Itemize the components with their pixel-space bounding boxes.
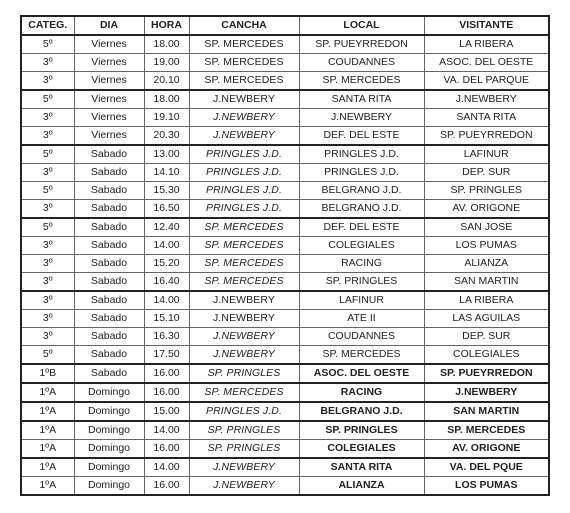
categ-cell: 5º <box>21 35 74 54</box>
hora-cell: 19.00 <box>144 54 189 72</box>
hora-cell: 14.00 <box>144 291 189 310</box>
hora-cell: 14.00 <box>144 237 189 255</box>
categ-cell: 3º <box>21 109 74 127</box>
local-cell: SP. PUEYRREDON <box>299 35 424 54</box>
dia-cell: Domingo <box>74 477 144 496</box>
categ-cell: 1ºB <box>21 364 74 383</box>
categ-cell: 3º <box>21 328 74 346</box>
cancha-cell: SP. MERCEDES <box>189 383 299 402</box>
local-cell: COUDANNES <box>299 54 424 72</box>
visitante-cell: AV. ORIGONE <box>424 440 549 459</box>
cancha-cell: PRINGLES J.D. <box>189 164 299 182</box>
cancha-cell: SP. PRINGLES <box>189 421 299 440</box>
cancha-cell: J.NEWBERY <box>189 109 299 127</box>
cancha-cell: SP. MERCEDES <box>189 237 299 255</box>
table-row <box>21 127 549 146</box>
hora-cell: 16.00 <box>144 383 189 402</box>
cancha-cell: J.NEWBERY <box>189 127 299 146</box>
local-cell: SP. PRINGLES <box>299 273 424 292</box>
table-row <box>21 383 549 402</box>
categ-cell: 3º <box>21 127 74 146</box>
hora-cell: 19.10 <box>144 109 189 127</box>
table-row <box>21 458 549 477</box>
hora-cell: 20.10 <box>144 72 189 91</box>
table-row <box>21 477 549 496</box>
hora-cell: 14.00 <box>144 458 189 477</box>
dia-cell: Sabado <box>74 291 144 310</box>
table-row <box>21 90 549 109</box>
dia-cell: Domingo <box>74 421 144 440</box>
dia-cell: Sabado <box>74 164 144 182</box>
hora-cell: 18.00 <box>144 90 189 109</box>
hora-cell: 15.00 <box>144 402 189 421</box>
table-row <box>21 218 549 237</box>
header-cancha: CANCHA <box>189 16 299 35</box>
table-row <box>21 164 549 182</box>
categ-cell: 3º <box>21 310 74 328</box>
visitante-cell: COLEGIALES <box>424 346 549 365</box>
local-cell: COLEGIALES <box>299 237 424 255</box>
categ-cell: 3º <box>21 72 74 91</box>
header-categ: CATEG. <box>21 16 74 35</box>
header-row <box>21 16 549 35</box>
table-row <box>21 273 549 292</box>
local-cell: ATE II <box>299 310 424 328</box>
local-cell: ALIANZA <box>299 477 424 496</box>
dia-cell: Sabado <box>74 273 144 292</box>
visitante-cell: LOS PUMAS <box>424 237 549 255</box>
visitante-cell: ASOC. DEL OESTE <box>424 54 549 72</box>
table-row <box>21 145 549 164</box>
local-cell: COLEGIALES <box>299 440 424 459</box>
local-cell: ASOC. DEL OESTE <box>299 364 424 383</box>
local-cell: DEF. DEL ESTE <box>299 218 424 237</box>
hora-cell: 14.00 <box>144 421 189 440</box>
categ-cell: 1ºA <box>21 440 74 459</box>
table-row <box>21 402 549 421</box>
dia-cell: Domingo <box>74 440 144 459</box>
dia-cell: Sabado <box>74 255 144 273</box>
categ-cell: 3º <box>21 255 74 273</box>
hora-cell: 16.30 <box>144 328 189 346</box>
cancha-cell: SP. MERCEDES <box>189 72 299 91</box>
cancha-cell: SP. MERCEDES <box>189 54 299 72</box>
cancha-cell: J.NEWBERY <box>189 291 299 310</box>
visitante-cell: LAFINUR <box>424 145 549 164</box>
dia-cell: Viernes <box>74 54 144 72</box>
table-row <box>21 35 549 54</box>
hora-cell: 14.10 <box>144 164 189 182</box>
cancha-cell: PRINGLES J.D. <box>189 402 299 421</box>
cancha-cell: PRINGLES J.D. <box>189 145 299 164</box>
cancha-cell: J.NEWBERY <box>189 310 299 328</box>
visitante-cell: SAN MARTIN <box>424 402 549 421</box>
local-cell: SP. PRINGLES <box>299 421 424 440</box>
visitante-cell: SP. PUEYRREDON <box>424 364 549 383</box>
dia-cell: Viernes <box>74 35 144 54</box>
cancha-cell: SP. MERCEDES <box>189 218 299 237</box>
hora-cell: 16.40 <box>144 273 189 292</box>
local-cell: J.NEWBERY <box>299 109 424 127</box>
hora-cell: 16.00 <box>144 364 189 383</box>
categ-cell: 5º <box>21 346 74 365</box>
dia-cell: Viernes <box>74 127 144 146</box>
local-cell: PRINGLES J.D. <box>299 145 424 164</box>
categ-cell: 5º <box>21 90 74 109</box>
visitante-cell: DEP. SUR <box>424 164 549 182</box>
hora-cell: 15.30 <box>144 182 189 200</box>
hora-cell: 13.00 <box>144 145 189 164</box>
visitante-cell: LAS AGUILAS <box>424 310 549 328</box>
visitante-cell: SP. MERCEDES <box>424 421 549 440</box>
local-cell: COUDANNES <box>299 328 424 346</box>
local-cell: SP. MERCEDES <box>299 346 424 365</box>
local-cell: SANTA RITA <box>299 458 424 477</box>
cancha-cell: SP. PRINGLES <box>189 440 299 459</box>
cancha-cell: SP. MERCEDES <box>189 35 299 54</box>
header-dia: DIA <box>74 16 144 35</box>
categ-cell: 3º <box>21 291 74 310</box>
categ-cell: 1ºA <box>21 477 74 496</box>
fixture-table-wrapper <box>20 15 550 496</box>
table-row <box>21 310 549 328</box>
hora-cell: 18.00 <box>144 35 189 54</box>
categ-cell: 1ºA <box>21 421 74 440</box>
dia-cell: Domingo <box>74 402 144 421</box>
visitante-cell: SANTA RITA <box>424 109 549 127</box>
header-visitante: VISITANTE <box>424 16 549 35</box>
cancha-cell: PRINGLES J.D. <box>189 200 299 219</box>
local-cell: RACING <box>299 255 424 273</box>
categ-cell: 1ºA <box>21 402 74 421</box>
cancha-cell: SP. MERCEDES <box>189 273 299 292</box>
hora-cell: 16.00 <box>144 477 189 496</box>
cancha-cell: SP. PRINGLES <box>189 364 299 383</box>
local-cell: PRINGLES J.D. <box>299 164 424 182</box>
dia-cell: Sabado <box>74 237 144 255</box>
hora-cell: 16.50 <box>144 200 189 219</box>
local-cell: DEF. DEL ESTE <box>299 127 424 146</box>
categ-cell: 3º <box>21 273 74 292</box>
cancha-cell: J.NEWBERY <box>189 90 299 109</box>
header-local: LOCAL <box>299 16 424 35</box>
table-row <box>21 364 549 383</box>
cancha-cell: J.NEWBERY <box>189 328 299 346</box>
table-row <box>21 72 549 91</box>
visitante-cell: ALIANZA <box>424 255 549 273</box>
local-cell: RACING <box>299 383 424 402</box>
table-row <box>21 182 549 200</box>
table-row <box>21 200 549 219</box>
local-cell: BELGRANO J.D. <box>299 200 424 219</box>
cancha-cell: J.NEWBERY <box>189 346 299 365</box>
hora-cell: 16.00 <box>144 440 189 459</box>
visitante-cell: VA. DEL PARQUE <box>424 72 549 91</box>
dia-cell: Sabado <box>74 328 144 346</box>
table-row <box>21 109 549 127</box>
hora-cell: 15.10 <box>144 310 189 328</box>
table-row <box>21 440 549 459</box>
visitante-cell: SAN MARTIN <box>424 273 549 292</box>
visitante-cell: SP. PUEYRREDON <box>424 127 549 146</box>
cancha-cell: J.NEWBERY <box>189 477 299 496</box>
categ-cell: 3º <box>21 54 74 72</box>
visitante-cell: DEP. SUR <box>424 328 549 346</box>
dia-cell: Domingo <box>74 383 144 402</box>
table-row <box>21 237 549 255</box>
cancha-cell: J.NEWBERY <box>189 458 299 477</box>
dia-cell: Viernes <box>74 109 144 127</box>
categ-cell: 5º <box>21 145 74 164</box>
categ-cell: 3º <box>21 200 74 219</box>
dia-cell: Viernes <box>74 90 144 109</box>
header-hora: HORA <box>144 16 189 35</box>
cancha-cell: PRINGLES J.D. <box>189 182 299 200</box>
categ-cell: 1ºA <box>21 458 74 477</box>
hora-cell: 20.30 <box>144 127 189 146</box>
categ-cell: 5º <box>21 182 74 200</box>
visitante-cell: SP. PRINGLES <box>424 182 549 200</box>
table-row <box>21 291 549 310</box>
table-row <box>21 255 549 273</box>
hora-cell: 12.40 <box>144 218 189 237</box>
hora-cell: 17.50 <box>144 346 189 365</box>
fixture-table <box>20 15 550 496</box>
local-cell: SP. MERCEDES <box>299 72 424 91</box>
dia-cell: Sabado <box>74 310 144 328</box>
visitante-cell: J.NEWBERY <box>424 383 549 402</box>
dia-cell: Sabado <box>74 218 144 237</box>
table-body <box>21 35 549 495</box>
dia-cell: Sabado <box>74 364 144 383</box>
categ-cell: 3º <box>21 237 74 255</box>
categ-cell: 5º <box>21 218 74 237</box>
table-row <box>21 54 549 72</box>
visitante-cell: LA RIBERA <box>424 35 549 54</box>
table-row <box>21 328 549 346</box>
dia-cell: Domingo <box>74 458 144 477</box>
visitante-cell: LOS PUMAS <box>424 477 549 496</box>
table-row <box>21 346 549 365</box>
local-cell: LAFINUR <box>299 291 424 310</box>
categ-cell: 1ºA <box>21 383 74 402</box>
categ-cell: 3º <box>21 164 74 182</box>
cancha-cell: SP. MERCEDES <box>189 255 299 273</box>
visitante-cell: AV. ORIGONE <box>424 200 549 219</box>
dia-cell: Sabado <box>74 182 144 200</box>
visitante-cell: J.NEWBERY <box>424 90 549 109</box>
visitante-cell: LA RIBERA <box>424 291 549 310</box>
dia-cell: Viernes <box>74 72 144 91</box>
local-cell: SANTA RITA <box>299 90 424 109</box>
visitante-cell: SAN JOSE <box>424 218 549 237</box>
dia-cell: Sabado <box>74 200 144 219</box>
local-cell: BELGRANO J.D. <box>299 402 424 421</box>
visitante-cell: VA. DEL PQUE <box>424 458 549 477</box>
local-cell: BELGRANO J.D. <box>299 182 424 200</box>
table-row <box>21 421 549 440</box>
hora-cell: 15.20 <box>144 255 189 273</box>
dia-cell: Sabado <box>74 145 144 164</box>
dia-cell: Sabado <box>74 346 144 365</box>
